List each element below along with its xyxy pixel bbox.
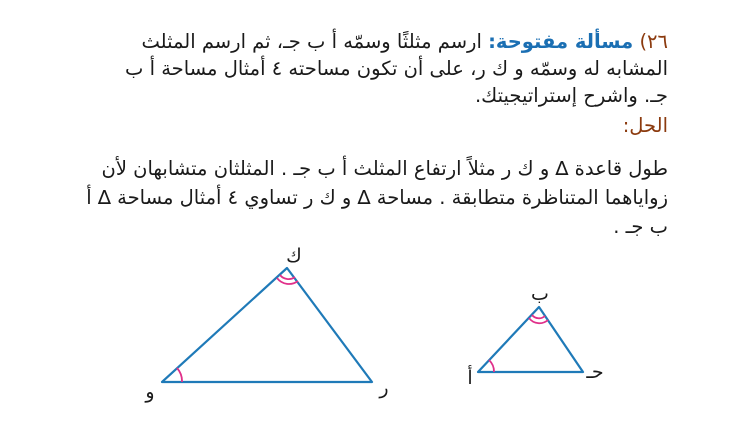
vertex-label-kaf: ك (286, 245, 302, 267)
small-triangle (467, 283, 603, 389)
solution-text: طول قاعدة ∆ و ك ر مثلاً ارتفاع المثلث أ ب جـ . المثلثان متشابهان لأن زواياهما المتناظرة متطابقة . مساحة ∆ و ك ر تساوي ٤ أمثال مساحة ∆ أ ب جـ . (86, 157, 668, 238)
vertex-label-jim: حـ (586, 361, 604, 383)
large-angle-mark-left (177, 368, 182, 382)
problem-keyword: مسألة مفتوحة: (488, 30, 634, 53)
large-triangle-shape (162, 268, 372, 382)
problem-text: ارسم مثلثًا وسمّه أ ب جـ، ثم ارسم المثلث المشابه له وسمّه و ك ر، على أن تكون مساحته ٤ أمثال مساحة أ ب جـ. واشرح إستراتيجيتك. (125, 30, 668, 107)
small-angle-mark-top-inner (532, 315, 545, 318)
small-angle-mark-left (489, 360, 494, 372)
vertex-label-ba: ب (531, 283, 549, 305)
large-triangle (144, 245, 388, 403)
vertex-label-waw: و (145, 381, 155, 403)
vertex-label-alif: أ (467, 367, 473, 389)
solution-label: الحل: (622, 114, 668, 137)
vertex-label-ra: ر (379, 377, 389, 399)
small-triangle-shape (478, 307, 583, 372)
problem-number: ٢٦) (639, 30, 668, 53)
